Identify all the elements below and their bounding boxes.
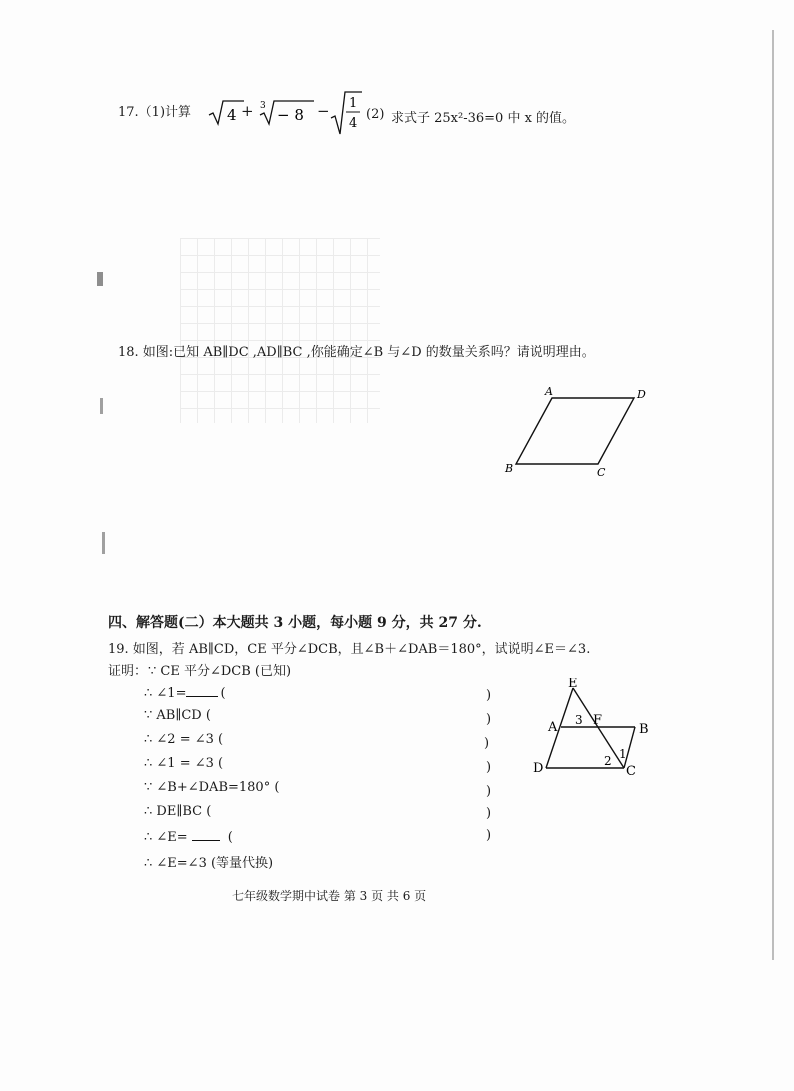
q17-part2-text: 求式子 25x²-36=0 中 x 的值。	[391, 111, 576, 126]
proof-line-2-text: ∴ ∠1=	[144, 686, 187, 701]
label-1: 1	[619, 747, 627, 761]
label-3: 3	[575, 713, 583, 727]
close-paren-4: )	[486, 760, 492, 775]
cbrt-index: 3	[260, 101, 266, 111]
proof-label: 证明：	[108, 664, 148, 679]
proof-line-2	[144, 684, 226, 701]
label-b: B	[639, 722, 649, 737]
open-paren: (	[227, 830, 233, 845]
label-d: D	[533, 761, 544, 776]
label-e: E	[568, 678, 578, 691]
frac-num: 1	[349, 96, 358, 111]
label-f: F	[593, 713, 603, 728]
scan-edge	[772, 30, 774, 960]
plus-sign: +	[241, 102, 254, 120]
label-b: B	[505, 462, 514, 475]
answer-blank-angle1[interactable]	[186, 684, 218, 697]
page-footer: 七年级数学期中试卷 第 3 页 共 6 页	[232, 889, 427, 903]
sqrt-4	[207, 98, 245, 128]
scan-mark	[102, 532, 105, 554]
q18-parallelogram-figure	[500, 382, 670, 482]
scan-mark	[97, 272, 103, 286]
section4-heading: 四、解答题(二）本大题共 3 小题，每小题 9 分，共 27 分.	[108, 615, 482, 631]
close-paren-3: )	[484, 736, 490, 751]
proof-line-6: ∵ ∠B+∠DAB=180° (	[144, 780, 280, 795]
label-c: C	[597, 466, 606, 479]
minus-sign: −	[317, 102, 330, 120]
label-2: 2	[604, 754, 612, 768]
q17-label: 17.（1)计算	[118, 105, 192, 120]
close-paren-7: )	[486, 828, 492, 843]
proof-line-8-text: ∴ ∠E=	[144, 830, 188, 845]
label-a: A	[545, 385, 553, 398]
proof-line-8	[144, 828, 233, 845]
close-paren-6: )	[486, 806, 492, 821]
proof-line-9: ∴ ∠E=∠3 (等量代换)	[144, 856, 274, 871]
proof-line-7: ∴ DE∥BC (	[144, 804, 212, 819]
close-paren-2: )	[486, 712, 492, 727]
bleed-grid	[180, 238, 380, 423]
label-c: C	[626, 764, 636, 778]
frac-den: 4	[349, 116, 358, 131]
open-paren: (	[220, 686, 226, 701]
sqrt-quarter	[329, 90, 363, 136]
sqrt-arg: 4	[227, 106, 237, 124]
answer-blank-angleE[interactable]	[192, 828, 220, 841]
proof-line-1: ∵ CE 平分∠DCB (已知)	[148, 664, 292, 679]
q19-figure	[528, 678, 668, 778]
label-a: A	[548, 720, 558, 735]
proof-line-5: ∴ ∠1 = ∠3 (	[144, 756, 224, 771]
cbrt-neg8	[257, 98, 315, 128]
proof-line-3: ∵ AB∥CD (	[144, 708, 211, 723]
scan-mark	[100, 398, 103, 414]
label-d: D	[637, 388, 646, 401]
q18-question: 18. 如图:已知 AB∥DC ,AD∥BC ,你能确定∠B 与∠D 的数量关系吗？请说明理由。	[118, 345, 595, 360]
q17-part2-label: (2)	[366, 107, 385, 122]
cbrt-arg: − 8	[277, 106, 304, 124]
proof-line-4: ∴ ∠2 = ∠3 (	[144, 732, 224, 747]
close-paren-5: )	[486, 784, 492, 799]
q19-question: 19. 如图，若 AB∥CD，CE 平分∠DCB，且∠B＋∠DAB＝180°，试说明∠E＝∠3.	[108, 642, 591, 657]
close-paren-1: )	[486, 688, 492, 703]
